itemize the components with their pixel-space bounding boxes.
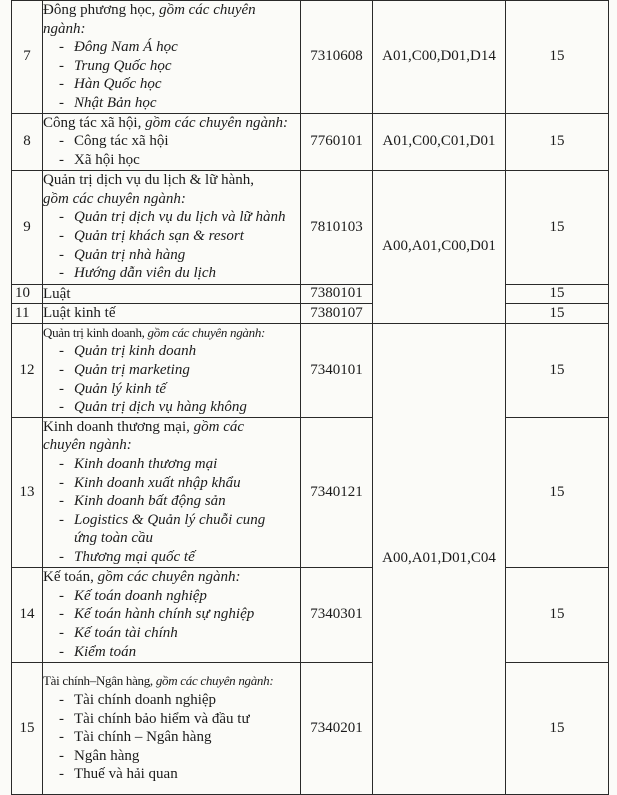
specialization-item: - Trung Quốc học	[59, 57, 172, 74]
specialization-item: - Đông Nam Á học	[59, 39, 178, 56]
program-title-main: Tài chính–Ngân hàng,	[43, 673, 153, 689]
quota: 15	[506, 323, 609, 417]
program-title-suffix: chuyên ngành:	[43, 437, 132, 454]
subject-combinations: A00,A01,D01,C04	[373, 323, 506, 794]
specialization-item: - Quản trị khách sạn & resort	[59, 228, 244, 245]
program-title-main: Công tác xã hội,	[43, 114, 142, 131]
major-code: 7380107	[301, 304, 373, 324]
specialization-item: - Kế toán hành chính sự nghiệp	[59, 606, 255, 623]
specialization-item: - Quản trị dịch vụ du lịch và lữ hành	[59, 209, 286, 226]
row-number: 10	[12, 284, 43, 304]
specialization-item: - Quản trị kinh doanh	[59, 343, 197, 360]
row-number: 15	[12, 662, 43, 794]
program-title: Quản trị dịch vụ du lịch & lữ hành,	[43, 172, 255, 189]
specialization-item: - Ngân hàng	[59, 747, 140, 764]
specialization-item: - Thuế và hải quan	[59, 766, 178, 783]
specialization-item: - Công tác xã hội	[59, 133, 169, 150]
row-number: 7	[12, 1, 43, 114]
row-number: 8	[12, 113, 43, 170]
specialization-item: - Xã hội học	[59, 151, 140, 168]
specialization-item: - Kinh doanh bất động sản	[59, 493, 226, 510]
row-number: 12	[12, 323, 43, 417]
table-row	[12, 304, 609, 324]
program-cell	[43, 170, 301, 284]
quota: 15	[506, 417, 609, 567]
program-title: Luật	[43, 284, 301, 304]
major-code: 7340301	[301, 567, 373, 662]
major-code: 7310608	[301, 1, 373, 114]
table-row	[12, 113, 609, 170]
program-cell	[43, 567, 301, 662]
specialization-item: - Quản trị nhà hàng	[59, 246, 186, 263]
specialization-item: - Tài chính doanh nghiệp	[59, 692, 217, 709]
table-row	[12, 662, 609, 794]
program-title-suffix: gồm các chuyên ngành:	[152, 673, 274, 689]
major-code: 7340201	[301, 662, 373, 794]
quota: 15	[506, 113, 609, 170]
row-number: 11	[12, 304, 43, 324]
table-row	[12, 1, 609, 114]
program-title	[43, 114, 300, 133]
specialization-item: - Quản lý kinh tế	[59, 380, 167, 397]
specialization-item: - Kinh doanh xuất nhập khẩu	[59, 474, 241, 491]
program-title-main: Kế toán,	[43, 569, 94, 586]
subject-combinations: A01,C00,D01,D14	[373, 1, 506, 114]
major-code: 7380101	[301, 284, 373, 304]
program-cell	[43, 113, 301, 170]
major-code: 7340101	[301, 323, 373, 417]
program-title-suffix: gồm các chuyên ngành:	[141, 114, 288, 131]
quota: 15	[506, 1, 609, 114]
specialization-item: - Quản trị marketing	[59, 361, 190, 378]
specialization-item-continued: ứng toàn cầu	[74, 530, 154, 547]
program-title-suffix: gồm các chuyên ngành:	[43, 2, 256, 37]
table-row	[12, 417, 609, 567]
program-cell	[43, 662, 301, 794]
quota: 15	[506, 170, 609, 284]
program-title-suffix: gồm các chuyên ngành:	[144, 324, 266, 340]
quota: 15	[506, 567, 609, 662]
subject-combinations: A00,A01,C00,D01	[373, 170, 506, 323]
table-row	[12, 567, 609, 662]
program-cell	[43, 1, 301, 114]
quota: 15	[506, 304, 609, 324]
program-cell	[43, 417, 301, 567]
program-title-main: Quản trị kinh doanh,	[43, 324, 145, 340]
admission-table	[11, 0, 609, 795]
specialization-item: - Kế toán doanh nghiệp	[59, 587, 207, 604]
subject-combinations: A01,C00,C01,D01	[373, 113, 506, 170]
quota: 15	[506, 284, 609, 304]
row-number: 14	[12, 567, 43, 662]
specialization-item: - Tài chính – Ngân hàng	[59, 729, 212, 746]
program-title: Luật kinh tế	[43, 304, 301, 324]
major-code: 7760101	[301, 113, 373, 170]
specialization-item: - Hướng dẫn viên du lịch	[59, 265, 216, 282]
program-cell	[43, 323, 301, 417]
program-title-suffix: gồm các chuyên ngành:	[93, 569, 241, 586]
program-title-main: Đông phương học,	[43, 2, 156, 18]
specialization-item: - Logistics & Quản lý chuỗi cung	[59, 511, 266, 528]
program-title	[43, 418, 300, 437]
specialization-item: - Thương mại quốc tế	[59, 549, 195, 566]
specialization-item: - Tài chính bảo hiểm và đầu tư	[59, 710, 250, 727]
specialization-item: - Kế toán tài chính	[59, 625, 178, 642]
row-number: 9	[12, 170, 43, 284]
specialization-item: - Hàn Quốc học	[59, 76, 162, 93]
specialization-item: - Kiểm toán	[59, 643, 137, 660]
quota: 15	[506, 662, 609, 794]
table-row	[12, 323, 609, 417]
specialization-item: - Quản trị dịch vụ hàng không	[59, 399, 247, 416]
program-title	[43, 568, 300, 587]
program-title-suffix: gồm các	[189, 418, 245, 435]
program-title	[43, 1, 300, 38]
program-title-suffix: gồm các chuyên ngành:	[43, 190, 186, 207]
major-code: 7810103	[301, 170, 373, 284]
table-row	[12, 284, 609, 304]
program-title	[43, 324, 300, 343]
major-code: 7340121	[301, 417, 373, 567]
specialization-item: - Nhật Bản học	[59, 94, 157, 111]
specialization-item: - Kinh doanh thương mại	[59, 456, 218, 473]
table-row	[12, 170, 609, 284]
program-title-main: Kinh doanh thương mại,	[43, 418, 190, 435]
row-number: 13	[12, 417, 43, 567]
program-title	[43, 672, 300, 691]
